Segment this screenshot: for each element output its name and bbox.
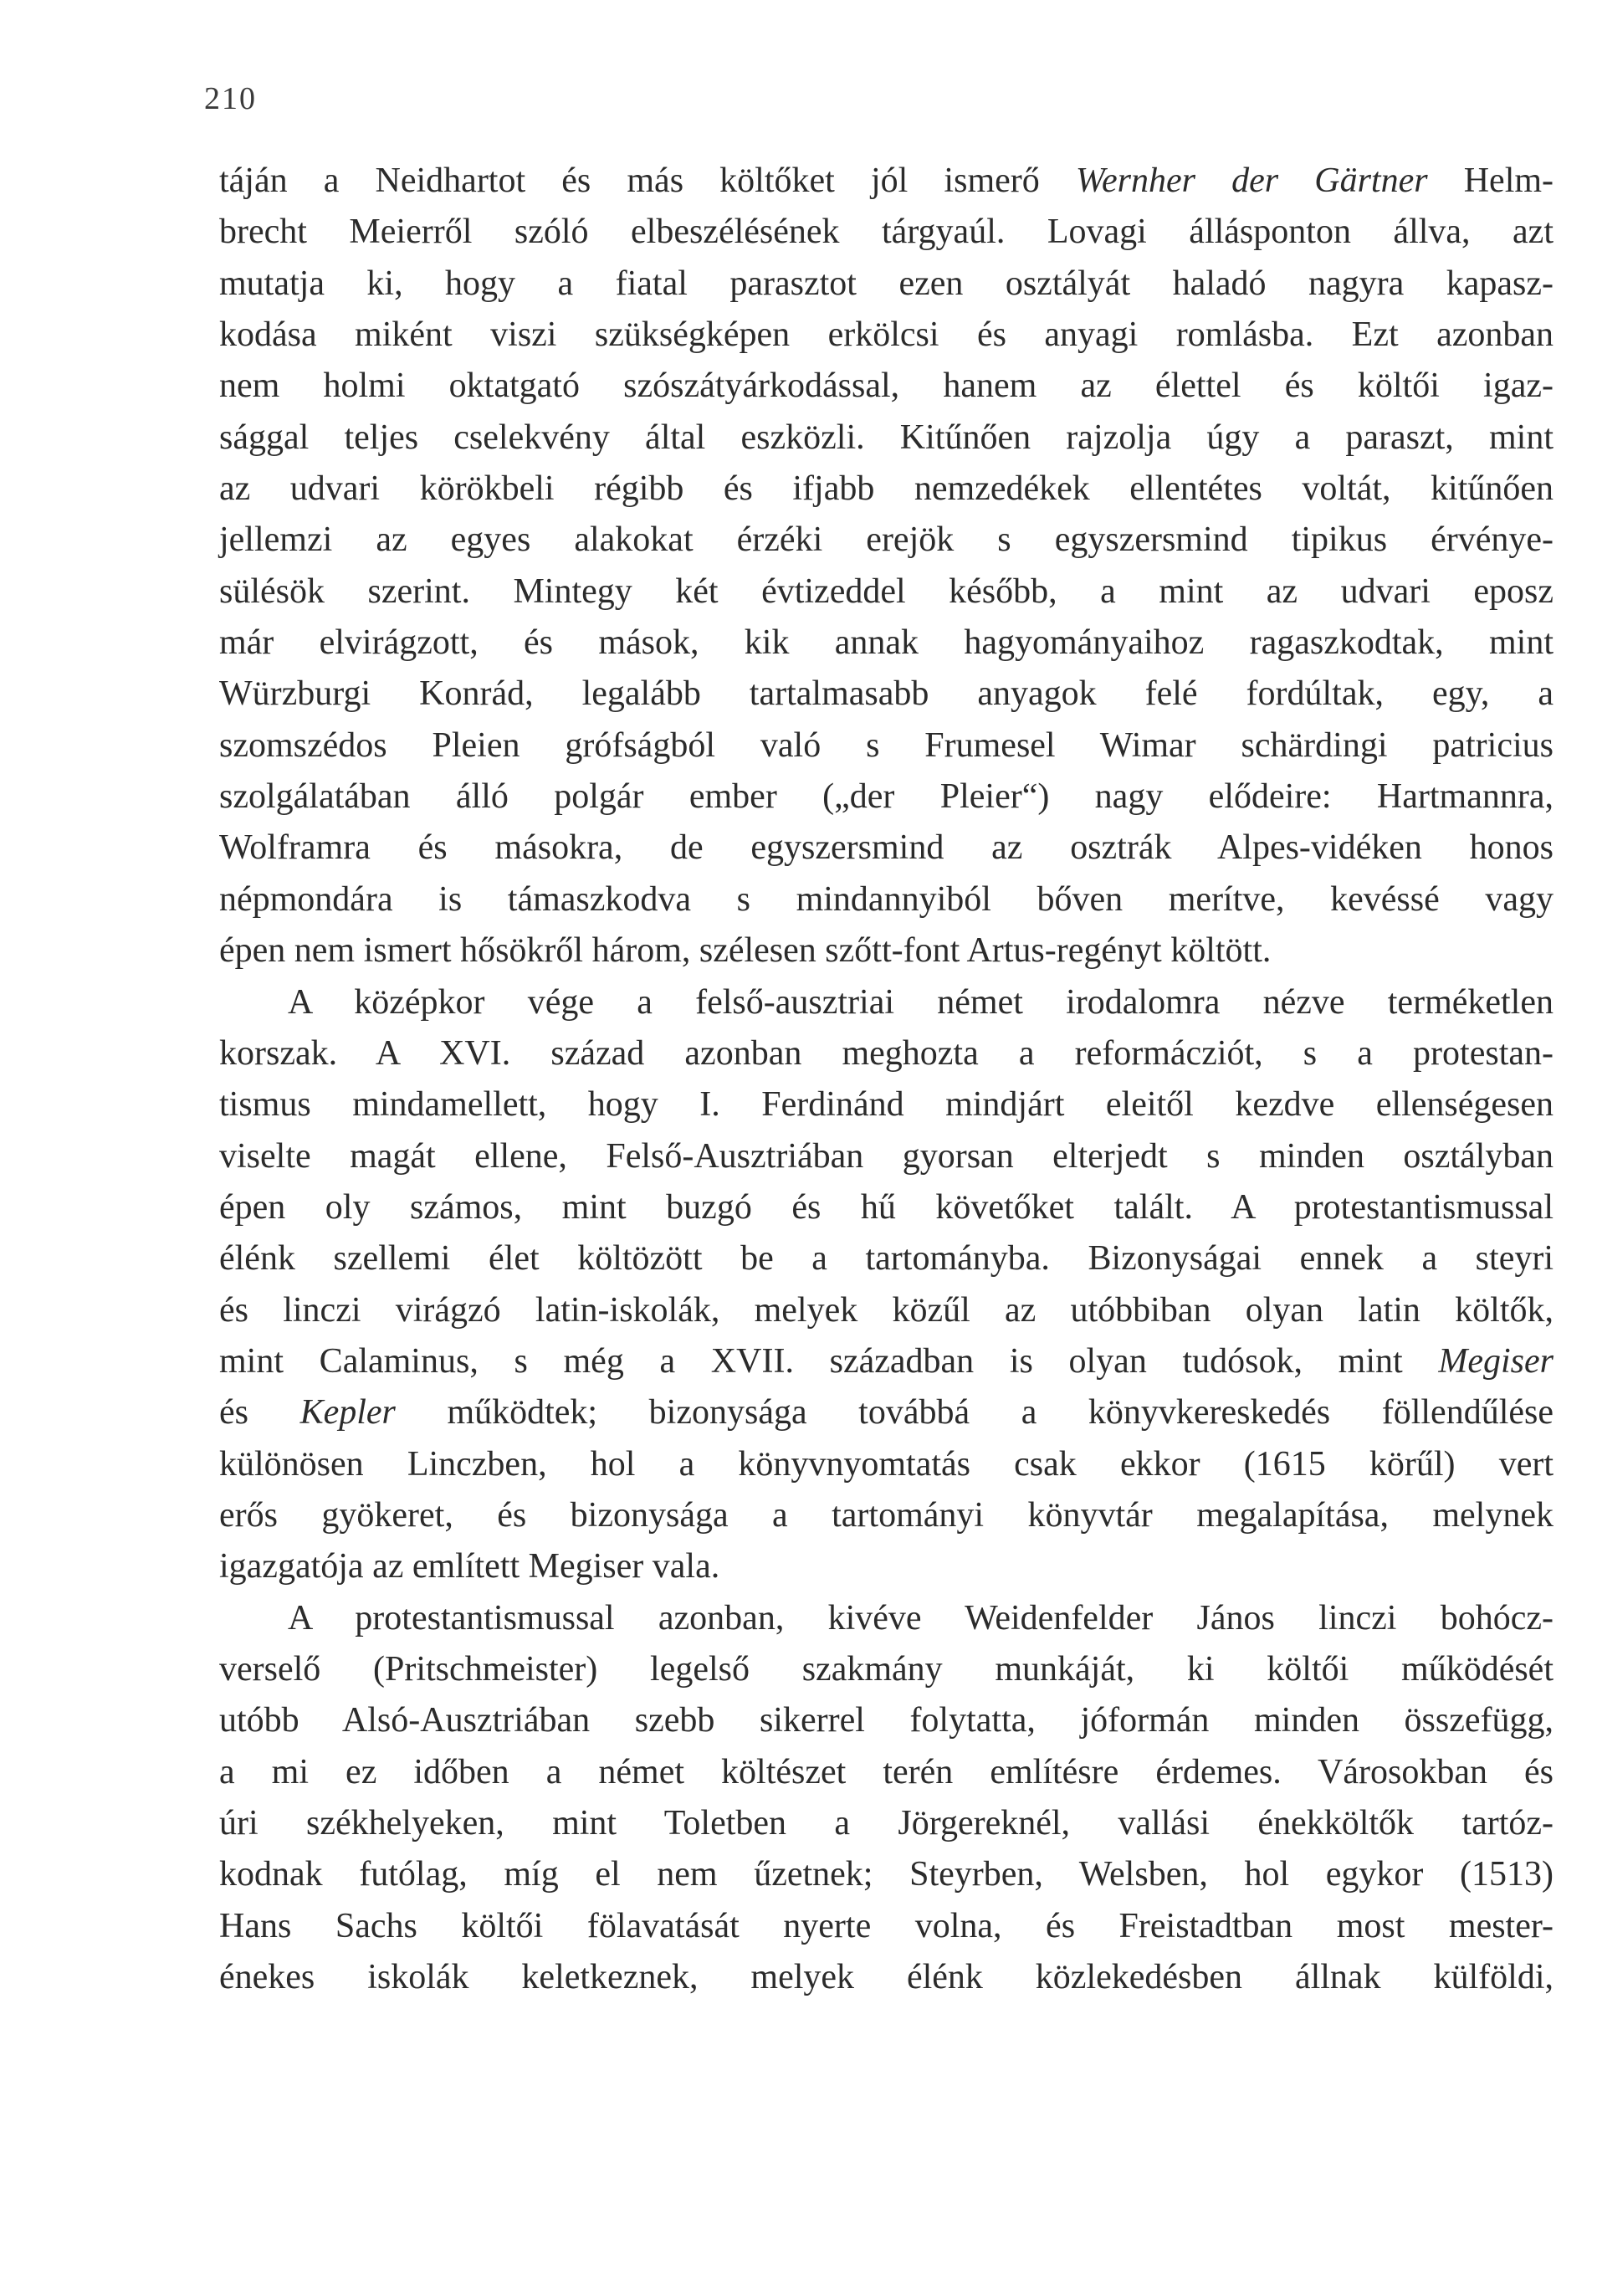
text-line: [219, 1490, 1553, 1541]
text-segment: már elvirágzott, és mások, kik annak hagyományaihoz ragaszkodtak, mint: [219, 623, 1553, 663]
text-segment: és: [219, 1393, 300, 1432]
text-segment: énekes iskolák keletkeznek, melyek élénk közlekedésben állnak külföldi,: [219, 1958, 1553, 1997]
text-segment: mutatja ki, hogy a fiatal parasztot ezen osztályát haladó nagyra kapasz-: [219, 264, 1553, 303]
text-line: [219, 1593, 1553, 1644]
text-segment: sülésök szerint. Mintegy két évtizeddel később, a mint az udvari eposz: [219, 571, 1553, 611]
text-line: [219, 874, 1553, 925]
text-segment: Würzburgi Konrád, legalább tartalmasabb anyagok felé fordúltak, egy, a: [219, 674, 1553, 714]
text-line: [219, 413, 1553, 464]
text-segment: szolgálatában álló polgár ember („der Pleier“) nagy elődeire: Hartmannra,: [219, 777, 1553, 817]
text-line: [219, 1747, 1553, 1798]
text-segment: utóbb Alsó-Ausztriában szebb sikerrel folytatta, jóformán minden összefügg,: [219, 1701, 1553, 1740]
text-line: [219, 823, 1553, 874]
text-segment: verselő (Pritschmeister) legelső szakmány munkáját, ki költői működését: [219, 1649, 1553, 1689]
text-line: [219, 361, 1553, 412]
text-line: [219, 515, 1553, 566]
text-segment: kodnak futólag, míg el nem űzetnek; Steyrben, Welsben, hol egykor (1513): [219, 1855, 1553, 1894]
text-line: [219, 566, 1553, 618]
text-segment: különösen Linczben, hol a könyvnyomtatás csak ekkor (1615 körűl) vert: [219, 1444, 1553, 1484]
text-segment: úri székhelyeken, mint Toletben a Jörgereknél, vallási énekköltők tartóz-: [219, 1804, 1553, 1842]
text-segment: A protestantismussal azonban, kivéve Weidenfelder János linczi bohócz-: [288, 1598, 1553, 1637]
italic-name: Kepler: [299, 1393, 396, 1432]
text-segment: brecht Meierről szóló elbeszélésének tárgyaúl. Lovagi állásponton állva, azt: [219, 213, 1553, 252]
text-line: [219, 1901, 1553, 1952]
text-line: [219, 1182, 1553, 1233]
text-line: [219, 771, 1553, 823]
text-segment: kodása miként viszi szükségképen erkölcsi és anyagi romlásba. Ezt azonban: [219, 315, 1553, 355]
text-segment: erős gyökeret, és bizonysága a tartományi könyvtár megalapítása, melynek: [219, 1495, 1553, 1535]
text-line: [219, 1695, 1553, 1746]
text-line: [219, 925, 1553, 976]
text-segment: viselte magát ellene, Felső-Ausztriában gyorsan elterjedt s minden osztályban: [219, 1136, 1553, 1176]
text-segment: Wolframra és másokra, de egyszersmind az osztrák Alpes-vidéken honos: [219, 828, 1553, 868]
text-line: [219, 1336, 1553, 1387]
text-line: [219, 1387, 1553, 1438]
text-segment: népmondára is támaszkodva s mindannyiból bőven merítve, kevéssé vagy: [219, 879, 1553, 919]
text-segment: Helm-: [1427, 161, 1554, 200]
text-line: [219, 1079, 1553, 1130]
text-segment: épen nem ismert hősökről három, szélesen szőtt-font Artus-regényt költött.: [219, 931, 1272, 971]
text-segment: A középkor vége a felső-ausztriai német irodalomra nézve terméketlen: [288, 982, 1553, 1022]
text-segment: táján a Neidhartot és más költőket jól ismerő: [219, 161, 1076, 200]
text-segment: épen oly számos, mint buzgó és hű követőket talált. A protestantismussal: [219, 1187, 1553, 1227]
text-segment: jellemzi az egyes alakokat érzéki erejök s egyszersmind tipikus érvénye-: [219, 520, 1553, 560]
text-segment: Hans Sachs költői fölavatását nyerte volna, és Freistadtban most mester-: [219, 1906, 1553, 1945]
text-segment: igazgatója az említett Megiser vala.: [219, 1547, 720, 1586]
text-segment: nem holmi oktatgató szószátyárkodással, hanem az élettel és költői igaz-: [219, 366, 1553, 406]
text-line: [219, 1541, 1553, 1592]
text-line: [219, 464, 1553, 515]
page-number: 210: [204, 81, 257, 116]
text-segment: szomszédos Pleien grófságból való s Frumesel Wimar schärdingi patricius: [219, 725, 1553, 765]
text-segment: működtek; bizonysága továbbá a könyvkereskedés föllendűlése: [395, 1393, 1553, 1432]
text-segment: a mi ez időben a német költészet terén említésre érdemes. Városokban és: [219, 1752, 1553, 1791]
text-line: [219, 669, 1553, 720]
text-line: [219, 977, 1553, 1028]
text-segment: tismus mindamellett, hogy I. Ferdinánd mindjárt eleitől kezdve ellenségesen: [219, 1085, 1553, 1125]
text-line: [219, 1798, 1553, 1849]
text-line: [219, 1952, 1553, 2003]
text-segment: az udvari körökbeli régibb és ifjabb nemzedékek ellentétes voltát, kitűnően: [219, 469, 1553, 509]
text-line: [219, 310, 1553, 361]
text-line: [219, 618, 1553, 669]
text-line: [219, 259, 1553, 310]
text-segment: sággal teljes cselekvény által eszközli. Kitűnően rajzolja úgy a paraszt, mint: [219, 418, 1553, 457]
text-segment: mint Calaminus, s még a XVII. században is olyan tudósok, mint: [219, 1341, 1439, 1381]
text-line: [219, 156, 1553, 207]
italic-name: Megiser: [1438, 1341, 1553, 1381]
text-line: [219, 1849, 1553, 1900]
text-segment: korszak. A XVI. század azonban meghozta a reformácziót, s a protestan-: [219, 1033, 1553, 1073]
italic-name: Wernher der Gärtner: [1075, 161, 1428, 200]
body-text: [219, 156, 1553, 2003]
text-line: [219, 1028, 1553, 1079]
text-line: [219, 1233, 1553, 1284]
text-line: [219, 1439, 1553, 1490]
text-segment: és linczi virágzó latin-iskolák, melyek közűl az utóbbiban olyan latin költők,: [219, 1290, 1553, 1330]
text-segment: élénk szellemi élet költözött be a tartományba. Bizonyságai ennek a steyri: [219, 1239, 1553, 1279]
text-line: [219, 1644, 1553, 1695]
text-line: [219, 207, 1553, 258]
text-line: [219, 720, 1553, 771]
text-line: [219, 1131, 1553, 1182]
text-line: [219, 1285, 1553, 1336]
